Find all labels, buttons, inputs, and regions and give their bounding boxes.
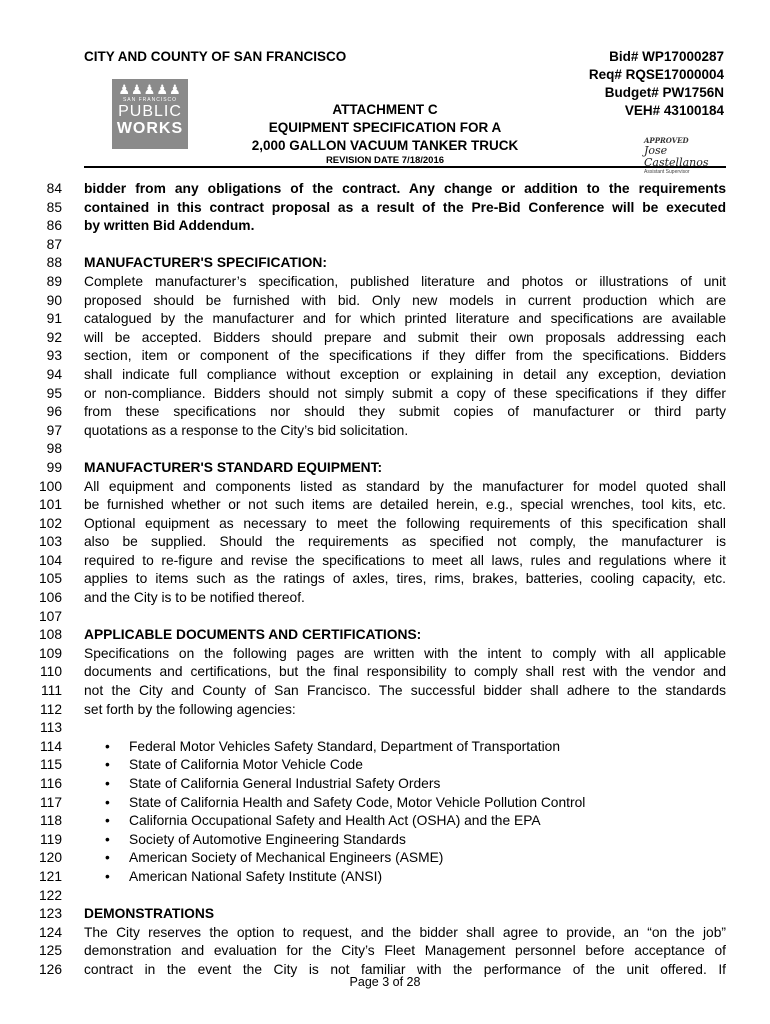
document-line [0, 719, 770, 738]
document-line [0, 496, 770, 515]
req-number: Req# RQSE17000004 [588, 67, 724, 82]
document-line [0, 645, 770, 664]
line-number: 100 [38, 478, 62, 494]
line-number: 91 [46, 311, 62, 327]
line-text: contained in this contract proposal as a result of the Pre-Bid Conference will be executed [84, 199, 726, 215]
document-line [0, 682, 770, 701]
line-text: be furnished whether or not such items are detailed herein, e.g., special wrenches, tool kits, etc. [84, 497, 726, 513]
line-text: proposed should be furnished with bid. Only new models in current production which are [84, 292, 726, 308]
document-line [0, 533, 770, 552]
line-text: not the City and County of San Francisco. The successful bidder shall adhere to the standards [84, 683, 726, 699]
line-number: 118 [40, 813, 62, 829]
line-number: 102 [38, 515, 62, 531]
line-number: 92 [46, 329, 62, 345]
document-line [0, 403, 770, 422]
bullet-icon: • [105, 794, 110, 810]
bullet-icon: • [105, 738, 110, 754]
bullet-text: State of California Motor Vehicle Code [129, 757, 363, 773]
bullet-text: Society of Automotive Engineering Standards [129, 831, 406, 847]
line-number: 124 [38, 924, 62, 940]
veh-number: VEH# 43100184 [624, 103, 724, 118]
bullet-text: California Occupational Safety and Health Act (OSHA) and the EPA [129, 813, 541, 829]
section-heading: MANUFACTURER'S STANDARD EQUIPMENT: [84, 459, 383, 475]
section-heading: APPLICABLE DOCUMENTS AND CERTIFICATIONS: [84, 627, 422, 643]
bullet-icon: • [105, 757, 110, 773]
line-number: 96 [46, 404, 62, 420]
line-text: also be supplied. Should the requirements as specified not comply, the manufacturer is [84, 534, 726, 550]
document-line [0, 552, 770, 571]
line-number: 113 [40, 720, 62, 736]
line-number: 93 [46, 348, 62, 364]
line-number: 125 [38, 943, 62, 959]
document-line [0, 273, 770, 292]
line-number: 95 [46, 385, 62, 401]
document-line [0, 347, 770, 366]
revision-date: REVISION DATE 7/18/2016 [325, 155, 445, 166]
line-text: from these specifications nor should they submit copies of manufacturer or third party [84, 404, 726, 420]
section-heading: DEMONSTRATIONS [84, 906, 215, 922]
line-number: 90 [46, 292, 62, 308]
document-line [0, 626, 770, 645]
line-text: The City reserves the option to request, and the bidder shall agree to provide, an “on the job” [84, 924, 726, 940]
logo-public: PUBLIC [118, 103, 182, 120]
document-line [0, 478, 770, 497]
line-text: contract in the event the City is not familiar with the performance of the unit offered. If [84, 961, 726, 977]
line-text: All equipment and components listed as standard by the manufacturer for model quoted shall [84, 478, 726, 494]
line-number: 94 [46, 366, 62, 382]
document-line [0, 794, 770, 813]
document-line [0, 515, 770, 534]
stamp-signature: Jose Castellanos [644, 144, 709, 169]
line-text: and the City is to be notified thereof. [84, 590, 305, 606]
bullet-icon: • [105, 868, 110, 884]
line-number: 107 [38, 608, 62, 624]
bid-number: Bid# WP17000287 [609, 49, 724, 64]
document-line [0, 570, 770, 589]
bullet-text: American National Safety Institute (ANSI) [129, 868, 383, 884]
bullet-text: Federal Motor Vehicles Safety Standard, Department of Transportation [129, 738, 560, 754]
logo-works: WORKS [116, 120, 184, 137]
line-text: applies to items such as the ratings of axles, tires, rims, brakes, batteries, cooling capacity, etc. [84, 571, 726, 587]
document-line [0, 738, 770, 757]
document-line [0, 887, 770, 906]
line-text: will be accepted. Bidders should prepare and submit their own proposals addressing each [84, 329, 726, 345]
line-text: set forth by the following agencies: [84, 701, 296, 717]
line-number: 116 [40, 776, 62, 791]
document-line [0, 905, 770, 924]
line-number: 86 [46, 218, 62, 234]
line-number: 97 [46, 422, 62, 438]
document-line [0, 254, 770, 273]
bullet-text: American Society of Mechanical Engineers (ASME) [129, 850, 444, 866]
line-number: 104 [38, 552, 62, 568]
document-body [0, 180, 770, 980]
document-line [0, 440, 770, 459]
line-number: 101 [38, 497, 62, 513]
section-heading: MANUFACTURER'S SPECIFICATION: [84, 255, 327, 271]
line-number: 98 [46, 441, 62, 457]
document-line [0, 942, 770, 961]
document-line [0, 756, 770, 775]
document-line [0, 366, 770, 385]
bullet-text: State of California Health and Safety Code, Motor Vehicle Pollution Control [129, 794, 586, 810]
document-line [0, 924, 770, 943]
line-number: 112 [40, 701, 62, 717]
line-number: 87 [46, 236, 62, 252]
stamp-title: Assistant Supervisor [644, 169, 690, 175]
line-number: 99 [46, 459, 62, 475]
document-line [0, 385, 770, 404]
line-number: 126 [38, 961, 62, 977]
line-text: demonstration and evaluation for the City’s Fleet Management personnel before acceptance of [84, 943, 726, 959]
approval-stamp [644, 136, 722, 175]
document-line [0, 849, 770, 868]
line-number: 103 [38, 534, 62, 550]
line-text: catalogued by the manufacturer and for which printed literature and specifications are available [84, 311, 726, 327]
document-line [0, 292, 770, 311]
bullet-text: State of California General Industrial Safety Orders [129, 776, 441, 791]
document-line [0, 868, 770, 887]
document-line [0, 422, 770, 441]
line-text: quotations as a response to the City’s bid solicitation. [84, 422, 409, 438]
line-text: Complete manufacturer’s specification, published literature and photos or illustrations of unit [84, 273, 726, 289]
attachment-title: ATTACHMENT C [332, 102, 438, 117]
line-number: 85 [46, 199, 62, 215]
line-number: 120 [38, 850, 62, 866]
line-text: section, item or component of the specifications if they differ from the specifications. Bidders [84, 348, 726, 364]
line-number: 84 [46, 181, 62, 196]
worker-figures-icon: ♟♟♟♟♟ [118, 82, 182, 97]
line-number: 108 [38, 627, 62, 643]
document-line [0, 180, 770, 199]
line-text: bidder from any obligations of the contract. Any change or addition to the requirements [84, 181, 726, 196]
document-line [0, 812, 770, 831]
line-text: required to re-figure and revise the specifications to meet all laws, rules and regulations where it [84, 552, 726, 568]
line-number: 110 [40, 664, 62, 680]
spec-title-line-1: EQUIPMENT SPECIFICATION FOR A [268, 120, 502, 135]
stamp-label: APPROVED [644, 136, 689, 145]
line-number: 106 [38, 590, 62, 606]
line-text: Optional equipment as necessary to meet the following requirements of this specification shall [84, 515, 726, 531]
document-line [0, 217, 770, 236]
document-line [0, 199, 770, 218]
document-line [0, 589, 770, 608]
document-line [0, 775, 770, 794]
document-line [0, 459, 770, 478]
bullet-icon: • [105, 831, 110, 847]
line-text: shall indicate full compliance without exception or explaining in detail any exception, deviation [84, 366, 726, 382]
header-divider [84, 166, 726, 168]
line-text: documents and certifications, but the final responsibility to comply shall rest with the vendor and [84, 664, 726, 680]
document-line [0, 236, 770, 255]
document-line [0, 831, 770, 850]
line-number: 122 [38, 887, 62, 903]
line-number: 123 [38, 906, 62, 922]
line-number: 105 [38, 571, 62, 587]
section-heading: by written Bid Addendum. [84, 218, 255, 234]
document-line [0, 608, 770, 627]
bullet-icon: • [105, 850, 110, 866]
line-number: 115 [40, 757, 62, 773]
header-org: CITY AND COUNTY OF SAN FRANCISCO [84, 49, 347, 64]
bullet-icon: • [105, 813, 110, 829]
line-number: 117 [40, 794, 62, 810]
document-line [0, 663, 770, 682]
budget-number: Budget# PW1756N [604, 85, 724, 100]
line-number: 114 [40, 738, 62, 754]
bullet-icon: • [105, 776, 110, 791]
page-number: Page 3 of 28 [349, 975, 421, 989]
line-text: or non-compliance. Bidders should not simply submit a copy of these specifications if they differ [84, 385, 726, 401]
line-number: 88 [46, 255, 62, 271]
document-line [0, 329, 770, 348]
logo-city: SAN FRANCISCO [122, 97, 178, 103]
line-number: 109 [38, 645, 62, 661]
document-line [0, 701, 770, 720]
line-text: Specifications on the following pages are written with the intent to comply with all applicable [84, 645, 726, 661]
document-line [0, 310, 770, 329]
line-number: 111 [41, 683, 62, 699]
spec-title-line-2: 2,000 GALLON VACUUM TANKER TRUCK [251, 138, 519, 153]
line-number: 89 [46, 273, 62, 289]
line-number: 121 [38, 868, 62, 884]
line-number: 119 [40, 831, 62, 847]
